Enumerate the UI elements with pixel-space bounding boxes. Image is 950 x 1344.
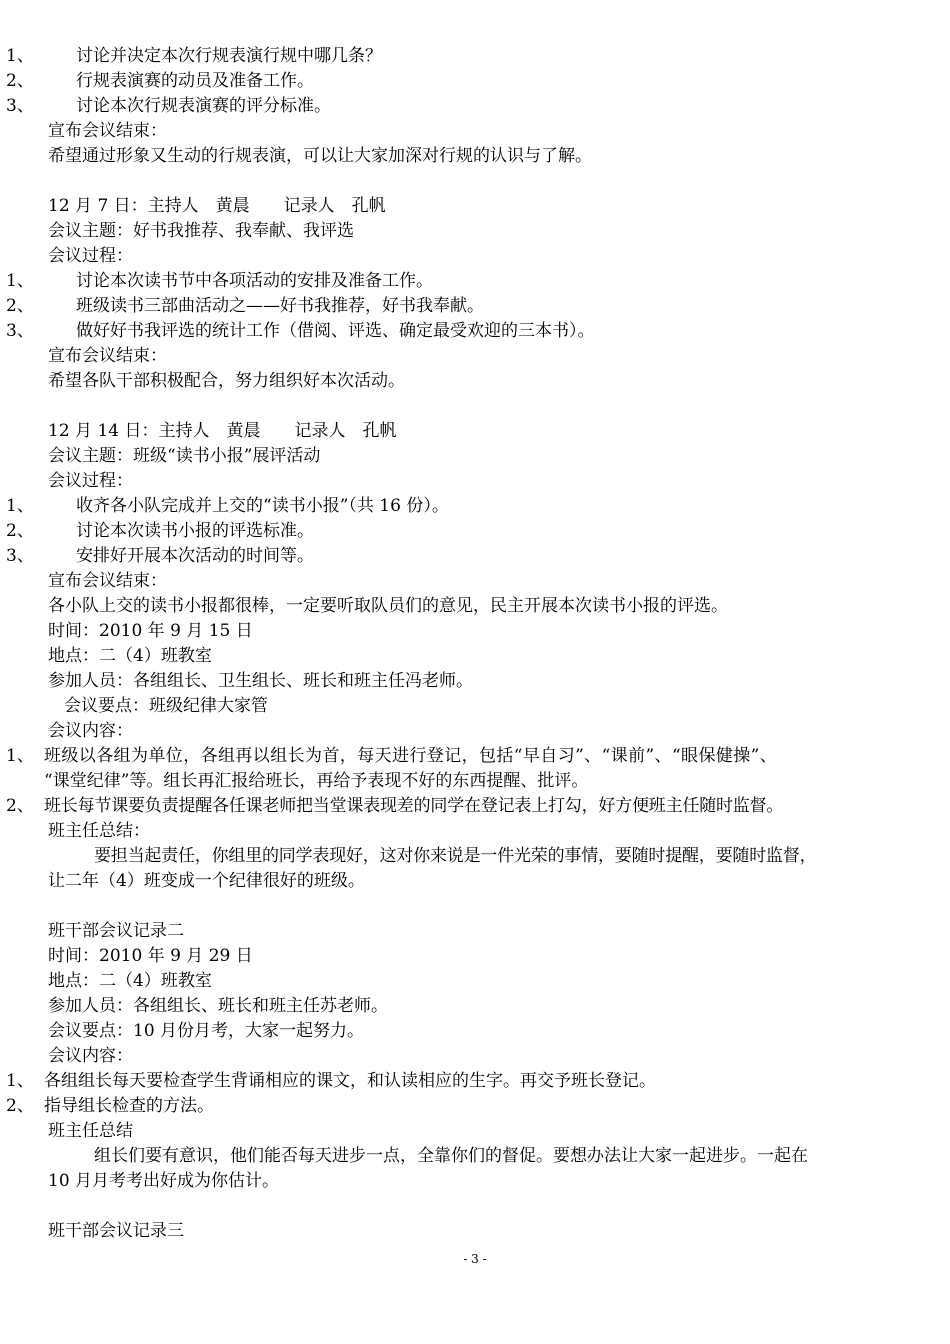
list-item: 班长每节课要负责提醒各任课老师把当堂课表现差的同学在登记表上打勾，好方便班主任随时监督。 — [44, 796, 784, 816]
list-number: 1、 — [6, 496, 34, 516]
summary-text-continuation: 让二年（4）班变成一个纪律很好的班级。 — [48, 871, 365, 891]
list-item: 讨论并决定本次行规表演行规中哪几条？ — [76, 46, 382, 66]
meeting-attendees: 参加人员：各组组长、班长和班主任苏老师。 — [48, 996, 388, 1016]
meeting-key-points: 会议要点：10 月份月考，大家一起努力。 — [48, 1021, 365, 1041]
meeting-topic: 会议主题：好书我推荐、我奉献、我评选 — [48, 221, 354, 241]
meeting-place: 地点：二（4）班教室 — [48, 646, 212, 666]
list-number: 1、 — [6, 46, 34, 66]
list-item: 安排好开展本次活动的时间等。 — [76, 546, 314, 566]
list-number: 2、 — [6, 796, 34, 816]
list-item: 行规表演赛的动员及准备工作。 — [76, 71, 314, 91]
list-number: 2、 — [6, 1096, 34, 1116]
summary-text: 要担当起责任，你组里的同学表现好，这对你来说是一件光荣的事情，要随时提醒，要随时监督， — [94, 846, 817, 866]
end-label: 宣布会议结束： — [48, 571, 167, 591]
list-number: 1、 — [6, 746, 34, 766]
list-item: 讨论本次读书小报的评选标准。 — [76, 521, 314, 541]
process-label: 会议过程： — [48, 246, 133, 266]
meeting-header: 12 月 7 日：主持人 黄晨 记录人 孔帆 — [48, 196, 386, 216]
list-number: 3、 — [6, 321, 34, 341]
content-label: 会议内容： — [48, 1046, 133, 1066]
meeting-time: 时间：2010 年 9 月 29 日 — [48, 946, 253, 966]
content-label: 会议内容： — [48, 721, 133, 741]
end-text: 希望各队干部积极配合，努力组织好本次活动。 — [48, 371, 405, 391]
end-label: 宣布会议结束： — [48, 346, 167, 366]
process-label: 会议过程： — [48, 471, 133, 491]
list-item: 指导组长检查的方法。 — [44, 1096, 214, 1116]
list-number: 3、 — [6, 546, 34, 566]
list-item: 班级以各组为单位，各组再以组长为首，每天进行登记，包括“早自习”、“课前”、“眼保健操”、 — [44, 746, 778, 766]
summary-text: 组长们要有意识，他们能否每天进步一点，全靠你们的督促。要想办法让大家一起进步。一起在 — [94, 1146, 808, 1166]
end-text: 希望通过形象又生动的行规表演，可以让大家加深对行规的认识与了解。 — [48, 146, 592, 166]
meeting-header: 12 月 14 日：主持人 黄晨 记录人 孔帆 — [48, 421, 397, 441]
meeting-topic: 会议主题：班级“读书小报”展评活动 — [48, 446, 321, 466]
list-number: 2、 — [6, 521, 34, 541]
list-number: 2、 — [6, 296, 34, 316]
list-item: 班级读书三部曲活动之——好书我推荐，好书我奉献。 — [76, 296, 484, 316]
meeting-attendees: 参加人员：各组组长、卫生组长、班长和班主任冯老师。 — [48, 671, 473, 691]
list-number: 1、 — [6, 1071, 34, 1091]
list-item: 各组组长每天要检查学生背诵相应的课文，和认读相应的生字。再交予班长登记。 — [44, 1071, 656, 1091]
list-item: 收齐各小队完成并上交的“读书小报”（共 16 份）。 — [76, 496, 449, 516]
list-item: 做好好书我评选的统计工作（借阅、评选、确定最受欢迎的三本书）。 — [76, 321, 595, 341]
record-title: 班干部会议记录三 — [48, 1221, 184, 1241]
summary-label: 班主任总结 — [48, 1121, 133, 1141]
list-number: 2、 — [6, 71, 34, 91]
end-text: 各小队上交的读书小报都很棒，一定要听取队员们的意见，民主开展本次读书小报的评选。 — [48, 596, 728, 616]
record-title: 班干部会议记录二 — [48, 921, 184, 941]
list-item-continuation: “课堂纪律”等。组长再汇报给班长，再给予表现不好的东西提醒、批评。 — [44, 771, 589, 791]
meeting-key-points: 会议要点：班级纪律大家管 — [64, 696, 268, 716]
list-number: 1、 — [6, 271, 34, 291]
meeting-place: 地点：二（4）班教室 — [48, 971, 212, 991]
list-item: 讨论本次读书节中各项活动的安排及准备工作。 — [76, 271, 433, 291]
end-label: 宣布会议结束： — [48, 121, 167, 141]
summary-text-continuation: 10 月月考考出好成为你估计。 — [48, 1171, 280, 1191]
list-number: 3、 — [6, 96, 34, 116]
meeting-time: 时间：2010 年 9 月 15 日 — [48, 621, 253, 641]
list-item: 讨论本次行规表演赛的评分标准。 — [76, 96, 331, 116]
page-number: - 3 - — [463, 1252, 487, 1266]
summary-label: 班主任总结： — [48, 821, 150, 841]
